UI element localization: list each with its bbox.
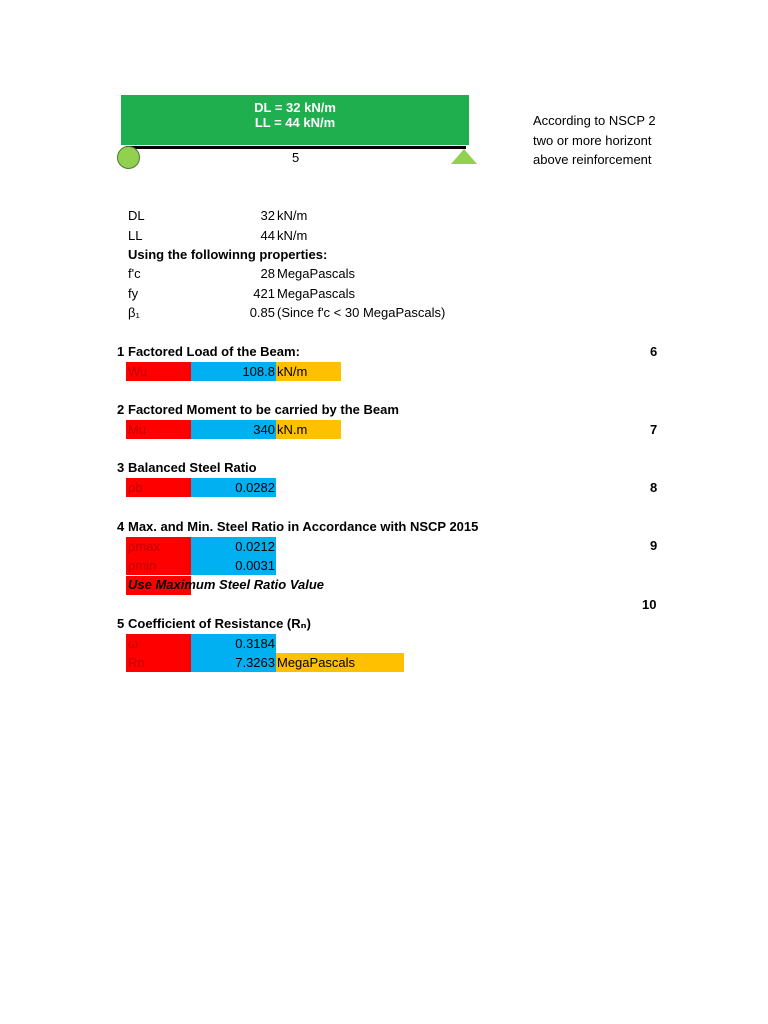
note-line-1: According to NSCP 2	[533, 113, 656, 128]
fy-value: 421	[253, 286, 275, 301]
omega-value: 0.3184	[191, 634, 276, 653]
roller-support-icon	[451, 149, 477, 164]
fy-unit: MegaPascals	[277, 286, 356, 301]
fc-label: f'c	[128, 266, 141, 281]
code-note	[533, 111, 659, 170]
right-number-7: 7	[650, 422, 658, 437]
rn-label: Rn	[126, 653, 191, 672]
omega-label: ω	[126, 634, 191, 653]
note-line-3: above reinforcement	[533, 152, 652, 167]
rho-max-label: ρmax	[126, 537, 191, 556]
mu-label: Mu	[126, 420, 191, 439]
fc-value: 28	[260, 266, 275, 281]
rn-value: 7.3263	[191, 653, 276, 672]
dl-value: 32	[260, 208, 275, 223]
wu-label: Wu	[126, 362, 191, 381]
right-number-10: 10	[642, 597, 657, 612]
step-5-number: 5	[117, 616, 125, 631]
step-4-title: Max. and Min. Steel Ratio in Accordance with NSCP 2015	[128, 519, 479, 534]
right-number-8: 8	[650, 480, 658, 495]
right-number-6: 6	[650, 344, 658, 359]
mu-unit: kN.m	[276, 420, 341, 439]
rho-b-value: 0.0282	[191, 478, 276, 497]
beta-value: 0.85	[249, 305, 275, 320]
pin-support-icon	[117, 146, 140, 169]
rn-unit: MegaPascals	[276, 653, 404, 672]
beta-label: β₁	[128, 305, 140, 320]
step-3-title: Balanced Steel Ratio	[128, 460, 257, 475]
right-number-9: 9	[650, 538, 658, 553]
note-line-2: two or more horizont	[533, 132, 652, 148]
distributed-load-box	[121, 95, 469, 145]
rho-b-label: ρb	[126, 478, 191, 497]
beta-note: (Since f'c < 30 MegaPascals)	[277, 305, 446, 320]
ll-value: 44	[260, 228, 275, 243]
dead-load-label: DL = 32 kN/m	[254, 100, 336, 115]
dl-unit: kN/m	[277, 208, 308, 223]
live-load-label: LL = 44 kN/m	[254, 115, 336, 130]
fc-unit: MegaPascals	[277, 266, 356, 281]
step-1-title: Factored Load of the Beam:	[128, 344, 300, 359]
wu-value: 108.8	[191, 362, 276, 381]
fy-label: fy	[128, 286, 139, 301]
step-5-title: Coefficient of Resistance (Rₙ)	[128, 616, 311, 631]
step-3-number: 3	[117, 460, 125, 475]
beam-line	[126, 146, 466, 149]
rho-max-value: 0.0212	[191, 537, 276, 556]
ll-unit: kN/m	[277, 228, 308, 243]
max-ratio-note: Use Maximum Steel Ratio Value	[128, 577, 325, 592]
step-2-title: Factored Moment to be carried by the Beam	[128, 402, 399, 417]
mu-value: 340	[191, 420, 276, 439]
step-4-number: 4	[117, 519, 125, 534]
span-length: 5	[292, 150, 300, 165]
dl-label: DL	[128, 208, 145, 223]
rho-min-label: ρmin	[126, 556, 191, 575]
properties-heading: Using the followinng properties:	[128, 247, 328, 262]
rho-min-value: 0.0031	[191, 556, 276, 575]
ll-label: LL	[128, 228, 143, 243]
wu-unit: kN/m	[276, 362, 341, 381]
step-1-number: 1	[117, 344, 125, 359]
step-2-number: 2	[117, 402, 125, 417]
